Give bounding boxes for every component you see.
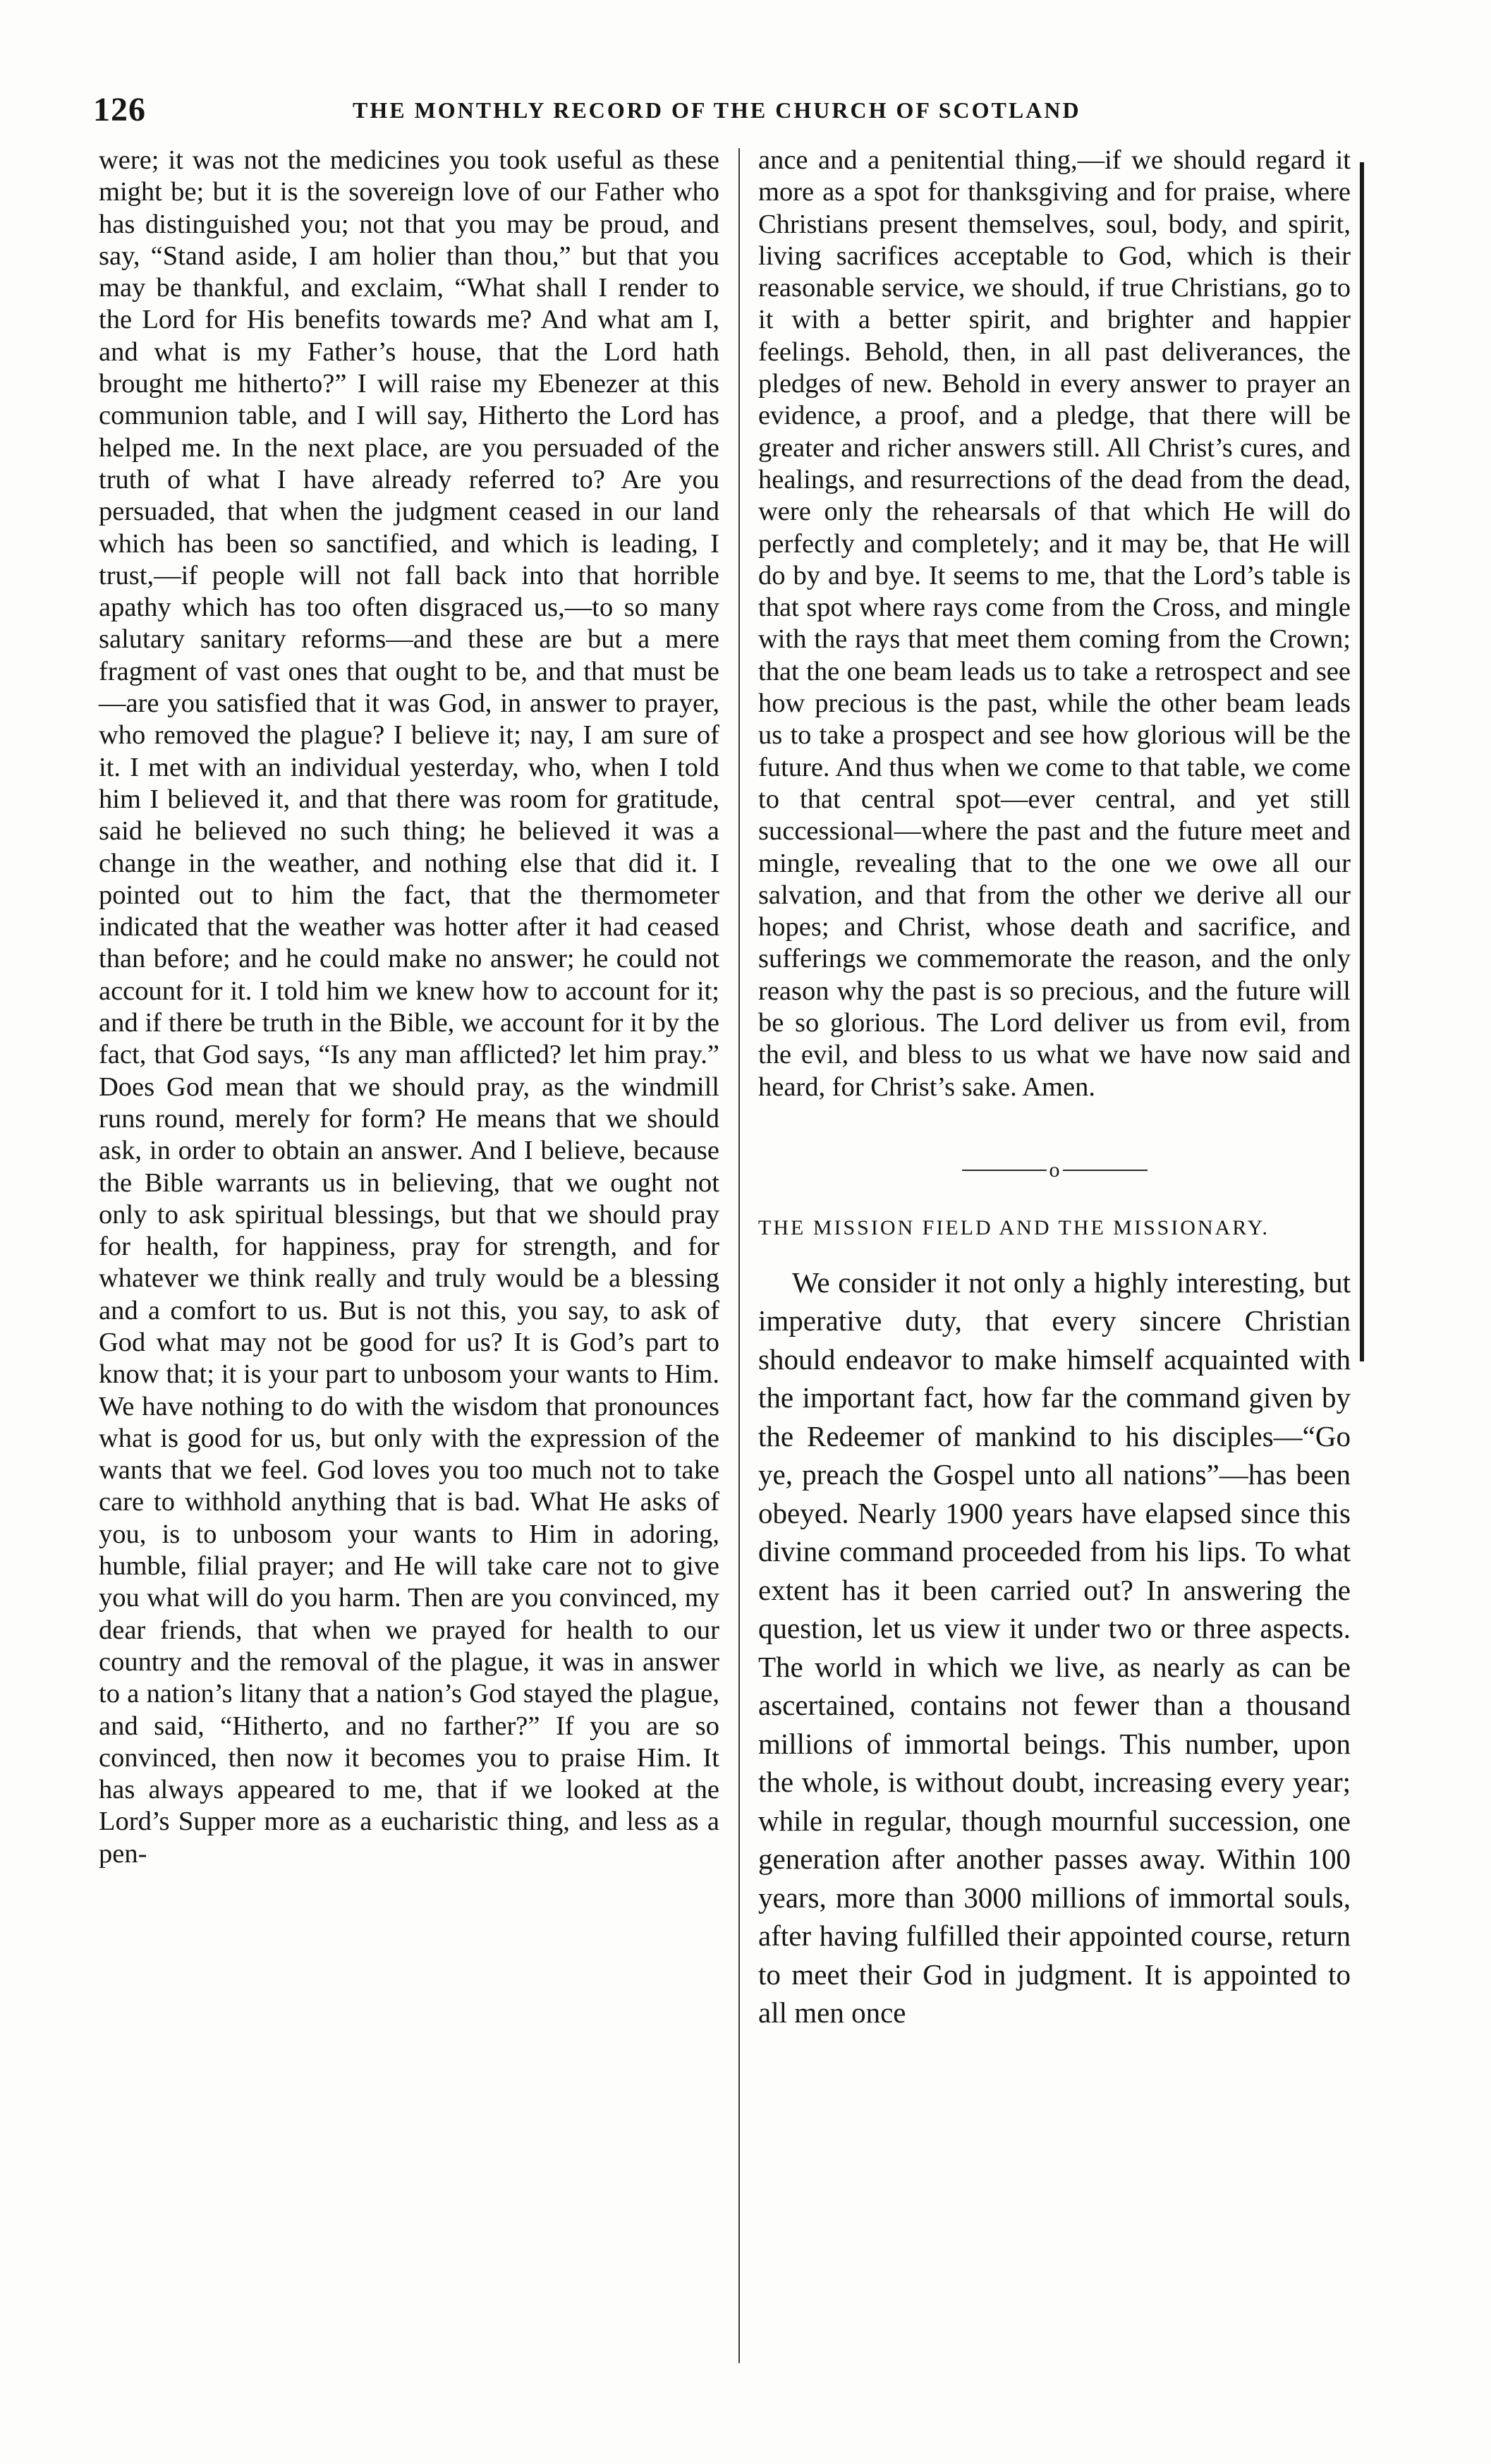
separator-mark: o	[1049, 1158, 1060, 1182]
mission-paragraph: We consider it not only a highly interesting, but imperative duty, that every sincere Christian should endeavor to make himself acquainted with the important fact, how far the command given by the Redeemer of mankind to his disciples—“Go ye, preach the Gospel unto all nations”—has been obeyed. Nearly 1900 years have elapsed since this divine command proceeded from his lips. To what extent has it been carried out? In answering the question, let us view it under two or three aspects. The world in which we live, as nearly as can be ascertained, contains not fewer than a thousand millions of immortal beings. This number, upon the whole, is without doubt, increasing every year; while in regular, though mournful succession, one generation after another passes away. Within 100 years, more than 3000 millions of immortal souls, after having fulfilled their appointed course, return to meet their God in judgment. It is appointed to all men once	[758, 1266, 1351, 2029]
page-number: 126	[93, 91, 146, 128]
right-column	[758, 145, 1351, 2032]
running-head: THE MONTHLY RECORD OF THE CHURCH OF SCOTLAND	[353, 97, 1081, 123]
page-header	[78, 90, 1382, 133]
left-column	[99, 145, 719, 1870]
sermon-conclusion: ance and a penitential thing,—if we should regard it more as a spot for thanksgiving and for praise, where Christians present themselves, soul, body, and spirit, living sacrifices acceptable to God, which is their reasonable service, we should, if true Christians, go to it with a better spirit, and brighter and happier feelings. Behold, then, in all past deliverances, the pledges of new. Behold in every answer to prayer an evidence, a proof, and a pledge, that there will be greater and richer answers still. All Christ’s cures, and healings, and resurrections of the dead from the dead, were only the rehearsals of that which He will do perfectly and completely; and it may be, that He will do by and bye. It seems to me, that the Lord’s table is that spot where rays come from the Cross, and mingle with the rays that meet them coming from the Crown; that the one beam leads us to take a retrospect and see how precious is the past, while the other beam leads us to take a prospect and see how glorious will be the future. And thus when we come to that table, we come to that central spot—ever central, and yet still successional—where the past and the future meet and mingle, revealing that to the one we owe all our salvation, and that from the other we derive all our hopes; and Christ, whose death and sacrifice, and sufferings we commemorate the reason, and the only reason why the past is so precious, and the future will be so glorious. The Lord deliver us from evil, from the evil, and bless to us what we have now said and heard, for Christ’s sake. Amen.	[758, 145, 1351, 1102]
section-heading: THE MISSION FIELD AND THE MISSIONARY.	[758, 1215, 1270, 1239]
column-divider	[738, 148, 740, 2363]
section-separator	[758, 1153, 1351, 1187]
separator-line-right	[1063, 1170, 1148, 1171]
separator-line-left	[962, 1170, 1047, 1171]
sermon-paragraph: were; it was not the medicines you took useful as these might be; but it is the sovereign love of our Father who has distinguished you; not that you may be proud, and say, “Stand aside, I am holier than thou,” but that you may be thankful, and exclaim, “What shall I render to the Lord for His benefits towards me? And what am I, and what is my Father’s house, that the Lord hath brought me hitherto?” I will raise my Ebenezer at this communion table, and I will say, Hitherto the Lord has helped me. In the next place, are you persuaded of the truth of what I have already referred to? Are you persuaded, that when the judgment ceased in our land which has been so sanctified, and which is leading, I trust,—if people will not fall back into that horrible apathy which has too often disgraced us,—to so many salutary sanitary reforms—and these are but a mere fragment of vast ones that ought to be, and that must be—are you satisfied that it was God, in answer to prayer, who removed the plague? I believe it; nay, I am sure of it. I met with an individual yesterday, who, when I told him I believed it, and that there was room for gratitude, said he believed no such thing; he believed it was a change in the weather, and nothing else that did it. I pointed out to him the fact, that the thermometer indicated that the weather was hotter after it had ceased than before; and he could make no answer; he could not account for it. I told him we knew how to account for it; and if there be truth in the Bible, we account for it by the fact, that God says, “Is any man afflicted? let him pray.” Does God mean that we should pray, as the windmill runs round, merely for form? He means that we should ask, in order to obtain an answer. And I believe, because the Bible warrants us in believing, that we ought not only to ask spiritual blessings, but that we should pray for health, for happiness, pray for strength, and for whatever we think really and truly would be a blessing and a comfort to us. But is not this, you say, to ask of God what may not be good for us? It is God’s part to know that; it is your part to unbosom your wants to Him. We have nothing to do with the wisdom that pronounces what is good for us, but only with the expression of the wants that we feel. God loves you too much not to take care to withhold anything that is bad. What He asks of you, is to unbosom your wants to Him in adoring, humble, filial prayer; and He will take care not to give you what will do you harm. Then are you convinced, my dear friends, that when we prayed for health to our country and the removal of the plague, it was in answer to a nation’s litany that a nation’s God stayed the plague, and said, “Hitherto, and no farther?” If you are so convinced, then now it becomes you to praise Him. It has always appeared to me, that if we looked at the Lord’s Supper more as a eucharistic thing, and less as a pen-	[99, 145, 719, 1869]
margin-bar	[1360, 162, 1364, 1361]
